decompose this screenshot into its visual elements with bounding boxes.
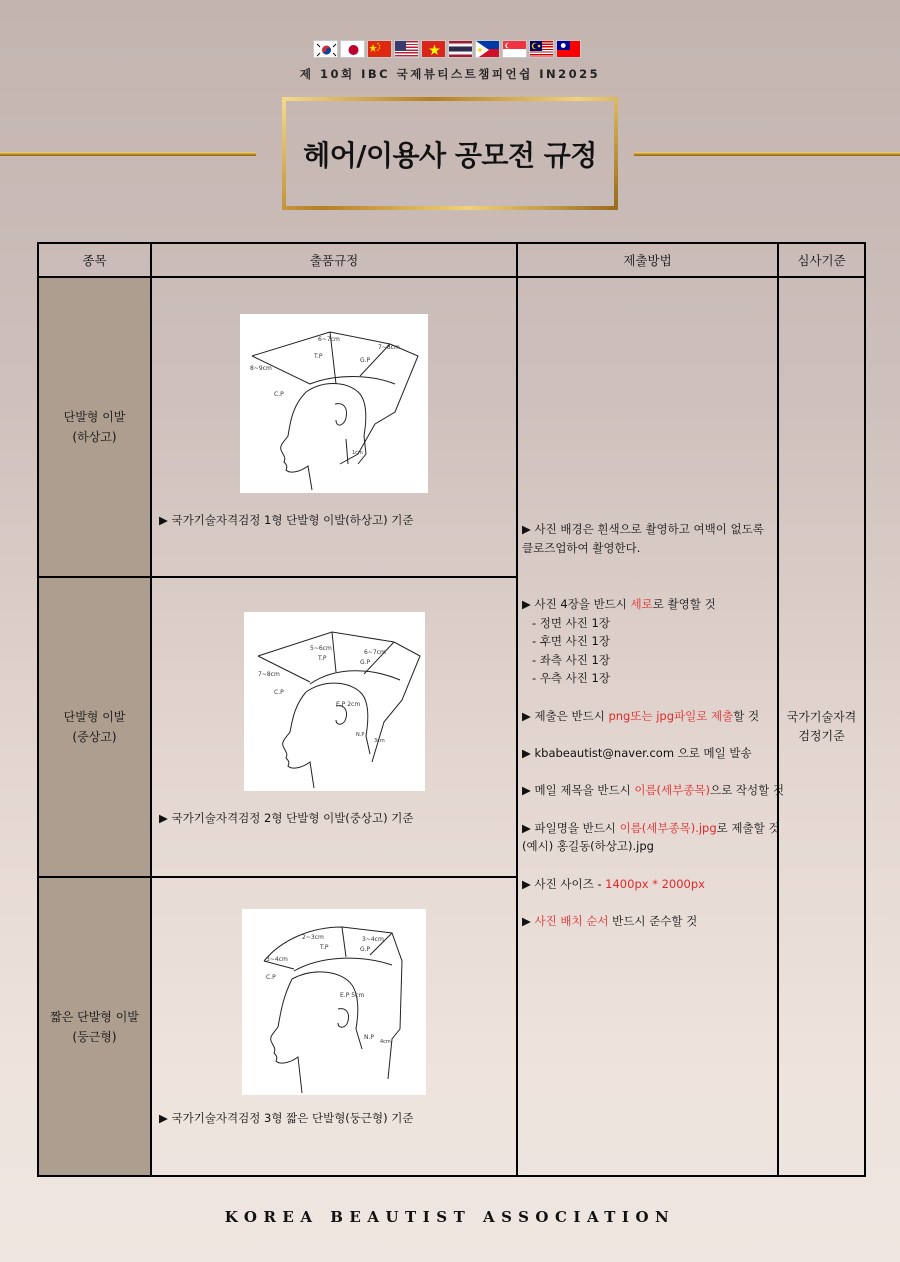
diagram-label: N.P (364, 1034, 375, 1041)
rule-caption: ▶ 국가기술자격검정 2형 단발형 이발(중상고) 기준 (159, 811, 414, 825)
rule-caption: ▶ 국가기술자격검정 3형 짧은 단발형(둥근형) 기준 (159, 1111, 414, 1125)
photo-item: - 우측 사진 1장 (532, 671, 610, 685)
method-highlight: 이름(세부종목).jpg (619, 821, 717, 835)
diagram-label: 6~7cm (318, 336, 340, 343)
category-sub: (하상고) (72, 430, 117, 444)
table-header-row (38, 243, 865, 277)
category-cell (38, 277, 151, 577)
header-judging: 심사기준 (778, 243, 865, 277)
method-text: ▶ (522, 914, 535, 928)
rule-caption: ▶ 국가기술자격검정 1형 단발형 이발(하상고) 기준 (159, 513, 414, 527)
method-highlight: png또는 jpg파일로 제출 (608, 709, 734, 723)
category-cell (38, 877, 151, 1176)
method-text: 으로 작성할 것 (709, 783, 784, 797)
haircut-diagram-3 (242, 909, 426, 1095)
judging-line2: 검정기준 (798, 728, 845, 743)
category-cell (38, 577, 151, 877)
method-highlight: 사진 배치 순서 (534, 914, 609, 928)
china-flag-icon (367, 40, 392, 58)
rule-cell (151, 577, 517, 877)
footer-association: KOREA BEAUTIST ASSOCIATION (224, 1208, 676, 1226)
method-bg-line2: 클로즈업하여 촬영한다. (522, 541, 641, 555)
rule-cell (151, 877, 517, 1176)
method-bg-line1: ▶ 사진 배경은 흰색으로 촬영하고 여백이 없도록 (522, 522, 764, 536)
method-size (522, 876, 705, 892)
diagram-label: 7~8cm (378, 344, 400, 351)
header-rules: 출품규정 (151, 243, 517, 277)
method-text: 반드시 준수할 것 (608, 914, 698, 928)
method-text: ▶ 파일명을 반드시 (522, 821, 620, 835)
photo-item: - 정면 사진 1장 (532, 616, 610, 630)
category-sub: (둥근형) (72, 1029, 117, 1044)
diagram-label: 1cm (352, 450, 363, 456)
singapore-flag-icon (502, 40, 527, 58)
method-format (522, 708, 759, 724)
malaysia-flag-icon (529, 40, 554, 58)
diagram-label: 8~9cm (250, 365, 272, 372)
diagram-label: T.P (320, 944, 329, 951)
diagram-label: 2~3cm (302, 934, 324, 941)
method-filename (522, 820, 780, 836)
diagram-label: G.P (360, 357, 371, 364)
diagram-label: E.P 5cm (340, 992, 365, 999)
diagram-label: C.P (273, 689, 284, 696)
method-text: ▶ 제출은 반드시 (522, 709, 609, 723)
category-name: 단발형 이발 (63, 710, 126, 724)
judging-cell (778, 277, 865, 1176)
diagram-label: G.P (360, 946, 371, 953)
haircut-diagram-1 (240, 314, 428, 493)
category-sub: (중상고) (72, 730, 117, 744)
header-method: 제출방법 (517, 243, 778, 277)
method-text: ▶ 사진 사이즈 - (522, 877, 606, 891)
photo-item: - 후면 사진 1장 (532, 634, 610, 648)
diagram-label: G.P (359, 659, 370, 666)
diagram-label: 7~8cm (257, 671, 280, 678)
method-highlight: 세로 (630, 597, 653, 611)
method-text: 로 촬영할 것 (652, 597, 716, 611)
diagram-label: C.P (266, 974, 276, 981)
diagram-label: 3~4cm (362, 936, 384, 943)
method-text: ▶ 사진 4장을 반드시 (522, 597, 631, 611)
photo-item: - 좌측 사진 1장 (532, 653, 610, 667)
taiwan-flag-icon (556, 40, 581, 58)
diagram-label: 4cm (380, 1039, 391, 1045)
left-gold-line (0, 152, 256, 156)
korea-flag-icon (313, 40, 338, 58)
judging-line1: 국가기술자격 (786, 709, 857, 724)
method-text: ▶ 메일 제목을 반드시 (522, 783, 635, 797)
method-text: 로 제출할 것 (716, 821, 780, 835)
method-subject (522, 782, 784, 798)
diagram-label: T.P (317, 655, 326, 662)
method-filename-example: (예시) 홍길동(하상고).jpg (522, 839, 654, 853)
diagram-label: N.P (355, 732, 364, 738)
flag-strip (313, 40, 587, 58)
diagram-label: 6~7cm (363, 649, 386, 656)
philippines-flag-icon (475, 40, 500, 58)
method-text: 할 것 (733, 709, 760, 723)
diagram-label: T.P (314, 353, 323, 360)
category-name: 단발형 이발 (63, 410, 126, 424)
diagram-label: E.P 2cm (335, 701, 360, 708)
title-frame (282, 97, 618, 210)
japan-flag-icon (340, 40, 365, 58)
page-title: 헤어/이용사 공모전 규정 (303, 138, 597, 172)
usa-flag-icon (394, 40, 419, 58)
method-email: ▶ kbabeautist@naver.com 으로 메일 발송 (522, 746, 752, 760)
event-subtitle: 제 10회 IBC 국제뷰티스트챔피언쉽 IN2025 (299, 67, 601, 81)
method-photos (522, 596, 716, 612)
right-gold-line (634, 152, 900, 156)
vietnam-flag-icon (421, 40, 446, 58)
method-order (522, 913, 697, 929)
thailand-flag-icon (448, 40, 473, 58)
diagram-label: 3~4cm (266, 956, 288, 963)
method-cell (517, 277, 778, 1176)
method-highlight: 1400px * 2000px (605, 877, 705, 891)
diagram-label: C.P (274, 391, 284, 398)
header-category: 종목 (38, 243, 151, 277)
category-name: 짧은 단발형 이발 (50, 1009, 139, 1024)
diagram-label: 5~6cm (309, 645, 332, 652)
method-highlight: 이름(세부종목) (634, 783, 710, 797)
rule-cell (151, 277, 517, 577)
diagram-label: 3cm (373, 738, 385, 744)
haircut-diagram-2 (244, 612, 425, 791)
